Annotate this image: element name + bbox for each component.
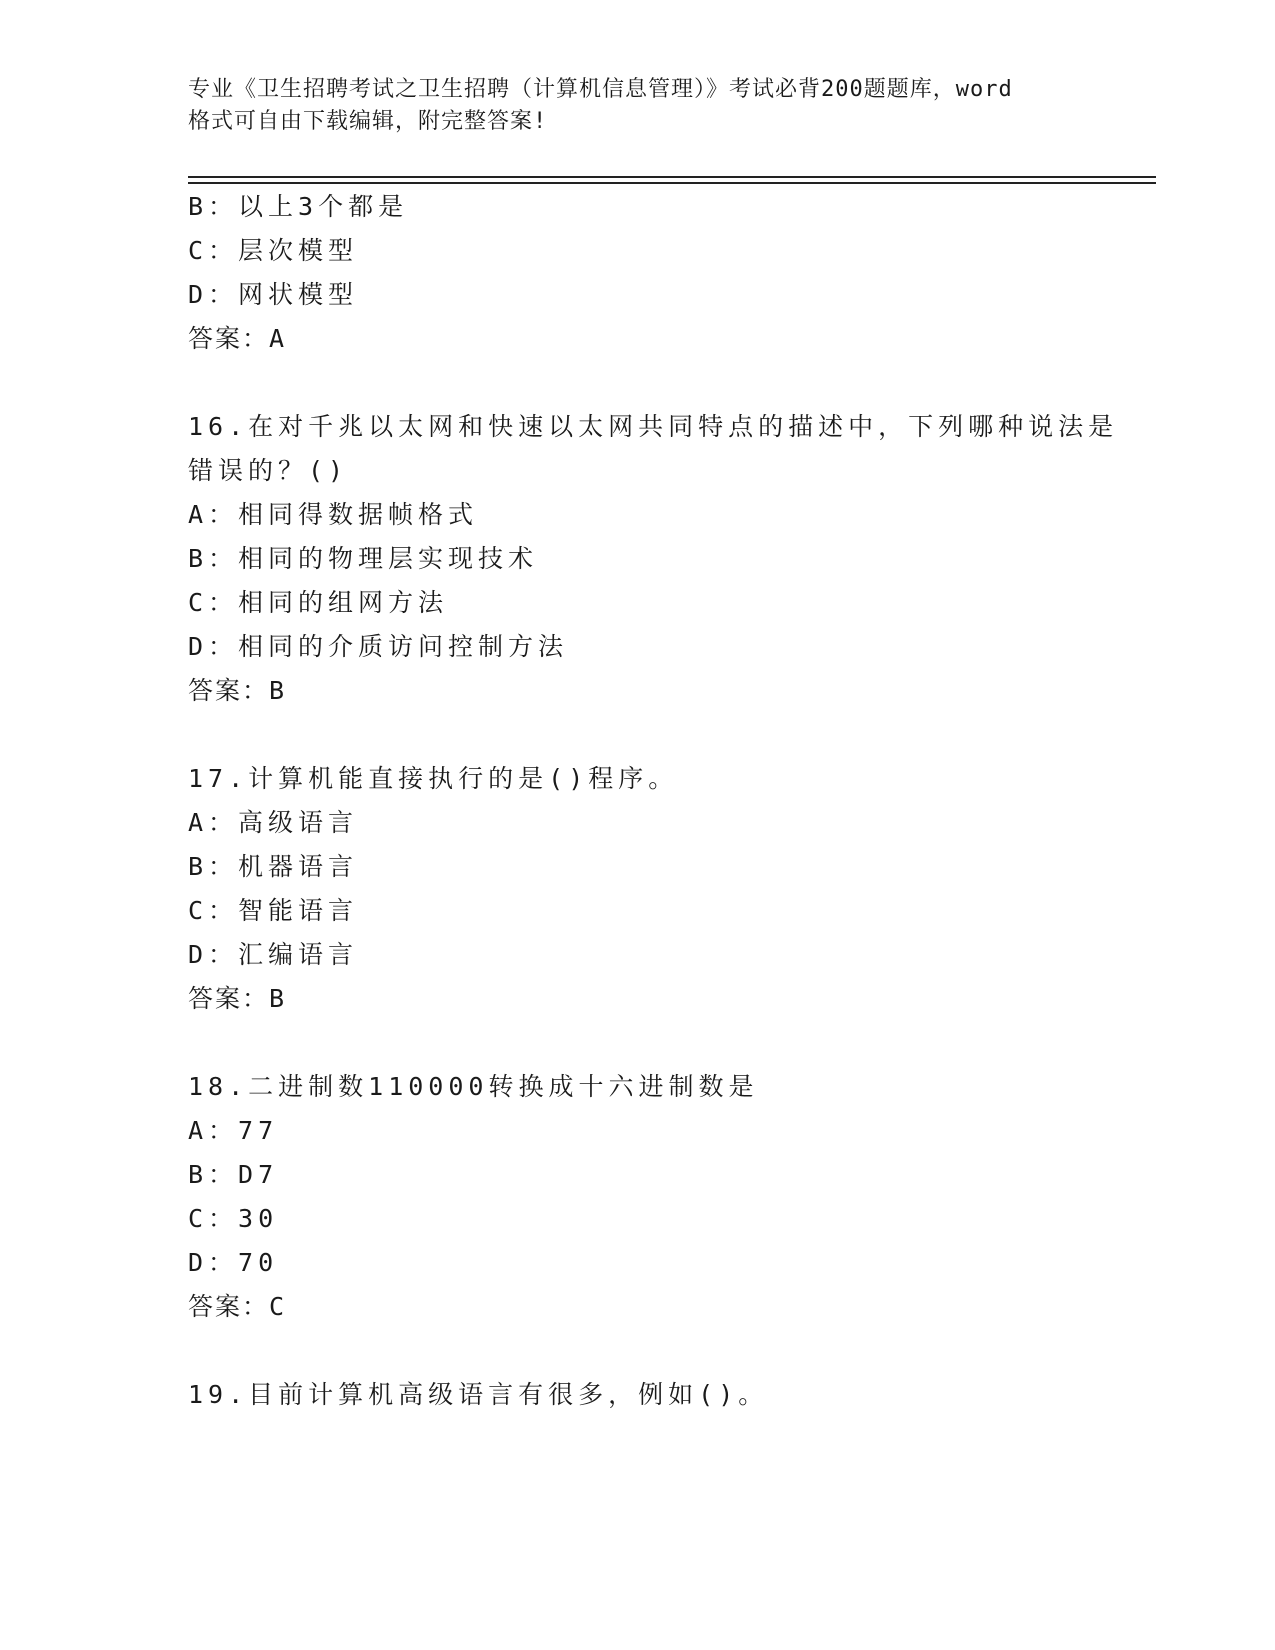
question-18-stem: 18.二进制数110000转换成十六进制数是 bbox=[188, 1072, 759, 1101]
option-c: C：层次模型 bbox=[188, 236, 359, 265]
question-16-stem: 16.在对千兆以太网和快速以太网共同特点的描述中，下列哪种说法是 bbox=[188, 412, 1119, 441]
option-c: C：30 bbox=[188, 1204, 279, 1233]
option-a: A：相同得数据帧格式 bbox=[188, 500, 479, 529]
answer-line: 答案：B bbox=[188, 984, 287, 1013]
answer-line: 答案：B bbox=[188, 676, 287, 705]
option-a: A：高级语言 bbox=[188, 808, 359, 837]
question-16-stem-cont: 错误的？() bbox=[188, 456, 349, 485]
option-c: C：相同的组网方法 bbox=[188, 588, 449, 617]
document-header bbox=[188, 74, 1088, 138]
question-19-stem: 19.目前计算机高级语言有很多，例如()。 bbox=[188, 1380, 769, 1409]
option-b: B：以上3个都是 bbox=[188, 192, 409, 221]
option-b: B：相同的物理层实现技术 bbox=[188, 544, 539, 573]
option-b: B：机器语言 bbox=[188, 852, 359, 881]
option-d: D：相同的介质访问控制方法 bbox=[188, 632, 569, 661]
option-d: D：网状模型 bbox=[188, 280, 359, 309]
question-17-stem: 17.计算机能直接执行的是()程序。 bbox=[188, 764, 679, 793]
option-d: D：汇编语言 bbox=[188, 940, 359, 969]
option-c: C：智能语言 bbox=[188, 896, 359, 925]
header-rule-top bbox=[188, 176, 1156, 178]
header-rule-bottom bbox=[188, 182, 1156, 184]
answer-line: 答案：A bbox=[188, 324, 287, 353]
option-d: D：70 bbox=[188, 1248, 279, 1277]
option-a: A：77 bbox=[188, 1116, 279, 1145]
header-line-1: 专业《卫生招聘考试之卫生招聘（计算机信息管理）》考试必背200题题库，word bbox=[188, 77, 1013, 102]
option-b: B：D7 bbox=[188, 1160, 279, 1189]
header-line-2: 格式可自由下载编辑，附完整答案! bbox=[188, 109, 548, 134]
answer-line: 答案：C bbox=[188, 1292, 287, 1321]
